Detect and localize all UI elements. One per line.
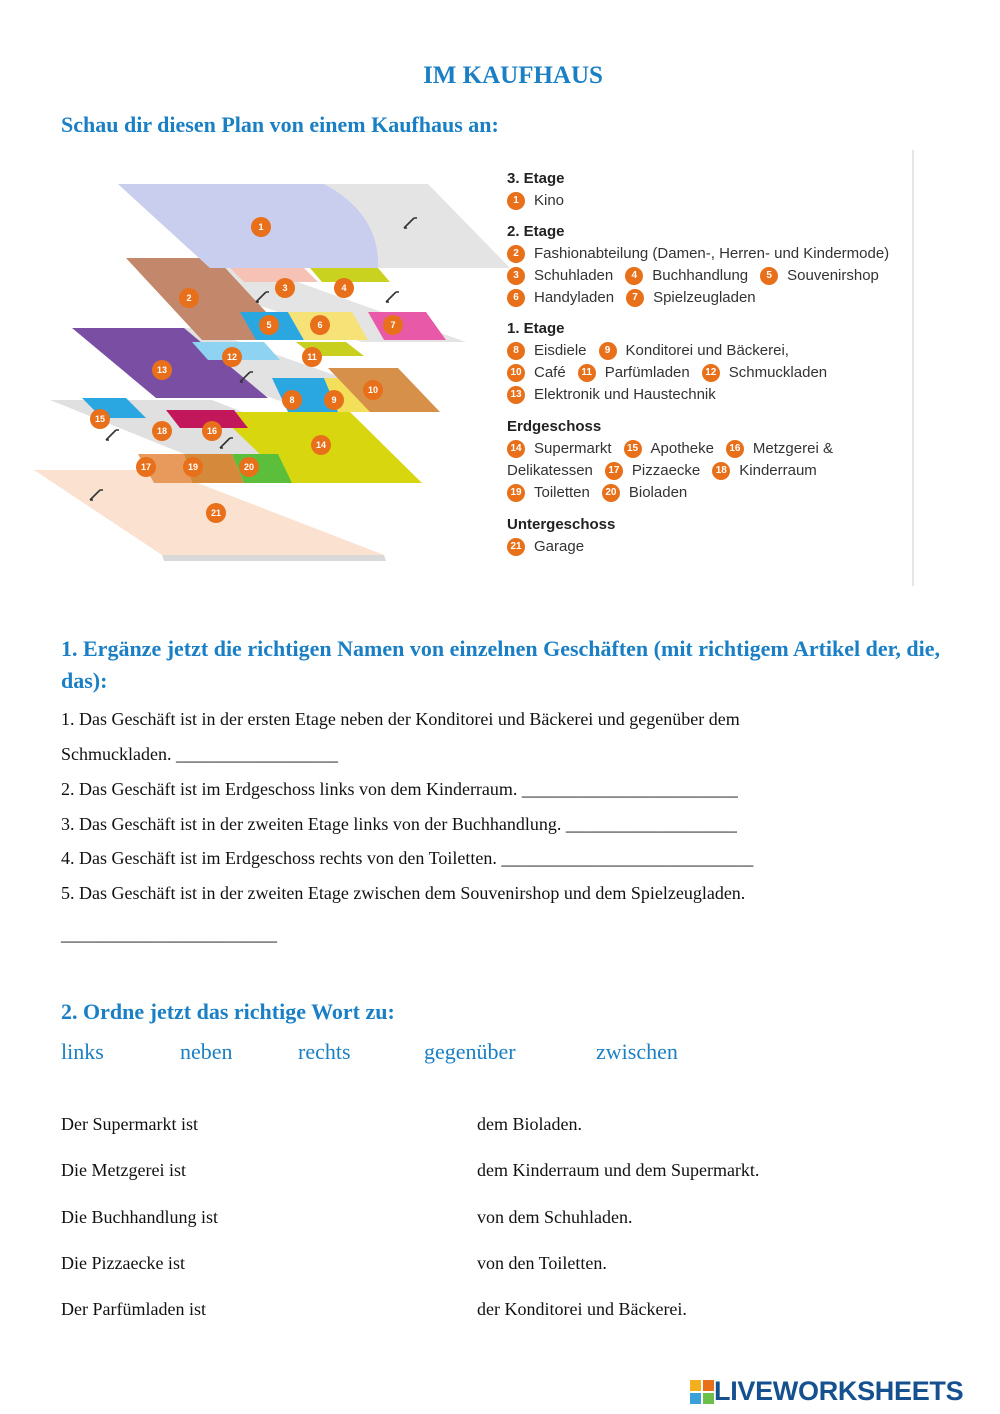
marker-14	[311, 435, 331, 455]
number-badge: 7	[626, 289, 644, 307]
marker-21	[206, 503, 226, 523]
svg-text:7: 7	[390, 320, 396, 330]
word-choice-rechts[interactable]: rechts	[298, 1039, 351, 1064]
number-badge: 18	[712, 462, 730, 480]
legend-label: Supermarkt	[534, 440, 612, 457]
logo-text: LIVEWORKSHEETS	[714, 1376, 964, 1406]
svg-text:14: 14	[315, 440, 327, 450]
marker-11	[302, 347, 322, 367]
number-badge: 5	[760, 267, 778, 285]
area-buchhandlung	[310, 268, 390, 282]
question-2[interactable]: 2. Das Geschäft ist im Erdgeschoss links von dem Kinderraum. ________________________	[61, 779, 738, 799]
marker-1	[251, 217, 271, 237]
marker-15	[90, 409, 110, 429]
legend-label: Kino	[534, 192, 565, 209]
number-badge: 8	[507, 342, 525, 360]
number-badge: 20	[602, 484, 620, 502]
exercise-2-title: 2. Ordne jetzt das richtige Wort zu:	[61, 999, 395, 1024]
svg-text:17: 17	[140, 462, 152, 472]
legend-basement	[507, 514, 615, 558]
svg-text:4: 4	[341, 283, 347, 293]
legend-label: Elektronik und Haustechnik	[534, 386, 716, 403]
svg-text:6: 6	[317, 320, 323, 330]
question-1-answer-line[interactable]: Schmuckladen. __________________	[61, 744, 338, 764]
marker-12	[222, 347, 242, 367]
legend-label: Schmuckladen	[728, 364, 828, 381]
number-badge: 2	[507, 245, 525, 263]
svg-text:20: 20	[243, 462, 255, 472]
legend-row	[507, 438, 833, 460]
word-choice-gegenueber[interactable]: gegenüber	[424, 1039, 516, 1064]
marker-9	[324, 390, 344, 410]
legend-row	[507, 287, 889, 309]
svg-text:3: 3	[282, 283, 288, 293]
svg-text:13: 13	[156, 365, 168, 375]
marker-3	[275, 278, 295, 298]
legend-label: Café	[534, 364, 566, 381]
number-badge: 6	[507, 289, 525, 307]
legend-row	[507, 265, 889, 287]
legend-heading: Erdgeschoss	[507, 418, 602, 435]
number-badge: 19	[507, 484, 525, 502]
number-badge: 11	[578, 364, 596, 382]
liveworksheets-logo	[690, 1376, 963, 1407]
svg-text:5: 5	[266, 320, 272, 330]
legend-row	[507, 536, 615, 558]
legend-label: Bioladen	[628, 484, 688, 501]
word-choice-zwischen[interactable]: zwischen	[596, 1039, 678, 1064]
sentence-right: von dem Schuhladen.	[477, 1207, 633, 1227]
legend-floor-3	[507, 168, 565, 212]
svg-text:16: 16	[206, 426, 218, 436]
marker-18	[152, 421, 172, 441]
marker-19	[183, 457, 203, 477]
svg-text:21: 21	[210, 508, 222, 518]
svg-text:8: 8	[289, 395, 295, 405]
legend-row	[507, 340, 827, 362]
legend-row	[507, 384, 827, 406]
exercise-1-title: 1. Ergänze jetzt die richtigen Namen von einzelnen Geschäften (mit richtigem Artikel der, die, das):	[61, 636, 941, 693]
question-1: 1. Das Geschäft ist in der ersten Etage neben der Konditorei und Bäckerei und gegenüber dem	[61, 709, 740, 729]
number-badge: 14	[507, 440, 525, 458]
area-schuhladen	[230, 268, 318, 282]
marker-10	[363, 380, 383, 400]
marker-13	[152, 360, 172, 380]
legend-label: Eisdiele	[534, 342, 587, 359]
intro-heading: Schau dir diesen Plan von einem Kaufhaus an:	[61, 112, 499, 137]
number-badge: 16	[726, 440, 744, 458]
sentence-right: dem Bioladen.	[477, 1114, 582, 1134]
legend-row	[507, 482, 833, 504]
legend-heading: 1. Etage	[507, 320, 565, 337]
legend-label: Souvenirshop	[787, 267, 879, 284]
marker-5	[259, 315, 279, 335]
legend-label: Metzgerei &	[752, 440, 833, 457]
svg-text:1: 1	[258, 222, 264, 232]
number-badge: 10	[507, 364, 525, 382]
marker-20	[239, 457, 259, 477]
sentence-left: Der Parfümladen ist	[61, 1299, 206, 1319]
marker-2	[179, 288, 199, 308]
legend-row	[507, 362, 827, 384]
escalator-icon	[386, 292, 399, 302]
number-badge: 4	[625, 267, 643, 285]
sentence-left: Der Supermarkt ist	[61, 1114, 198, 1134]
sentence-right: der Konditorei und Bäckerei.	[477, 1299, 687, 1319]
marker-7	[383, 315, 403, 335]
word-choice-links[interactable]: links	[61, 1039, 104, 1064]
svg-text:10: 10	[367, 385, 379, 395]
svg-text:12: 12	[226, 352, 238, 362]
number-badge: 21	[507, 538, 525, 556]
question-3[interactable]: 3. Das Geschäft ist in der zweiten Etage links von der Buchhandlung. ___________________	[61, 814, 737, 834]
sentence-left: Die Buchhandlung ist	[61, 1207, 218, 1227]
question-5-answer-line[interactable]: ________________________	[61, 924, 277, 944]
marker-4	[334, 278, 354, 298]
marker-8	[282, 390, 302, 410]
legend-divider	[912, 150, 914, 586]
legend-label: Garage	[534, 538, 585, 555]
legend-label: Apotheke	[650, 440, 714, 457]
legend-label: Buchhandlung	[652, 267, 749, 284]
sentence-right: dem Kinderraum und dem Supermarkt.	[477, 1160, 760, 1180]
svg-text:2: 2	[186, 293, 192, 303]
svg-text:19: 19	[187, 462, 199, 472]
sentence-right: von den Toiletten.	[477, 1253, 607, 1273]
legend-label: Pizzaecke	[631, 462, 701, 479]
svg-text:11: 11	[307, 352, 317, 362]
legend-label: Handyladen	[534, 289, 615, 306]
legend-heading: 2. Etage	[507, 223, 565, 240]
number-badge: 12	[702, 364, 720, 382]
number-badge: 3	[507, 267, 525, 285]
number-badge: 15	[624, 440, 642, 458]
number-badge: 17	[605, 462, 623, 480]
svg-text:18: 18	[156, 426, 168, 436]
marker-6	[310, 315, 330, 335]
page-title: IM KAUFHAUS	[423, 62, 603, 89]
legend-ground-floor	[507, 416, 833, 504]
legend-heading: 3. Etage	[507, 170, 565, 187]
area-kino	[118, 184, 378, 268]
number-badge: 9	[599, 342, 617, 360]
legend-label: Fashionabteilung (Damen-, Herren- und Kindermode)	[534, 245, 890, 262]
question-5: 5. Das Geschäft ist in der zweiten Etage zwischen dem Souvenirshop und dem Spielzeugladen.	[61, 883, 746, 903]
legend-label: Delikatessen	[507, 462, 593, 479]
number-badge: 1	[507, 192, 525, 210]
legend-row	[507, 243, 889, 265]
logo-icon	[690, 1380, 714, 1404]
legend-heading: Untergeschoss	[507, 516, 616, 533]
legend-floor-2	[507, 221, 889, 309]
svg-text:15: 15	[94, 414, 106, 424]
marker-17	[136, 457, 156, 477]
escalator-icon	[106, 430, 119, 440]
svg-text:9: 9	[331, 395, 337, 405]
sentence-left: Die Metzgerei ist	[61, 1160, 186, 1180]
marker-16	[202, 421, 222, 441]
question-4[interactable]: 4. Das Geschäft ist im Erdgeschoss rechts von den Toiletten. ____________________________	[61, 848, 754, 868]
word-choice-neben[interactable]: neben	[180, 1039, 233, 1064]
sentence-left: Die Pizzaecke ist	[61, 1253, 185, 1273]
legend-label: Konditorei und Bäckerei,	[625, 342, 789, 359]
legend-label: Spielzeugladen	[653, 289, 756, 306]
legend-row	[507, 190, 565, 212]
number-badge: 13	[507, 386, 525, 404]
legend-row	[507, 460, 833, 482]
legend-label: Kinderraum	[739, 462, 817, 479]
legend-floor-1	[507, 318, 827, 406]
legend-label: Schuhladen	[534, 267, 614, 284]
legend-label: Toiletten	[534, 484, 590, 501]
legend-label: Parfümladen	[604, 364, 690, 381]
